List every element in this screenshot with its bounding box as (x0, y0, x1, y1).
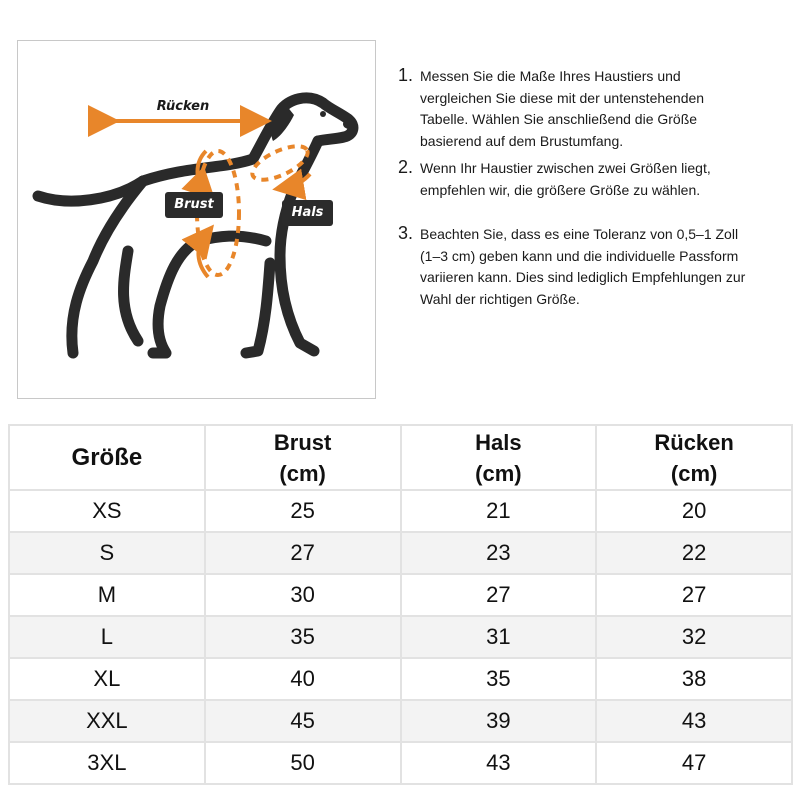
neck-cell: 27 (401, 574, 597, 616)
back-cell: 47 (596, 742, 792, 784)
chest-cell: 50 (205, 742, 401, 784)
chest-cell: 25 (205, 490, 401, 532)
neck-measure-label: Hals (282, 200, 333, 226)
measurement-instructions (398, 64, 753, 310)
chest-measure-label: Brust (165, 192, 223, 218)
step-number: 3. (398, 223, 414, 243)
instruction-step (398, 222, 753, 310)
back-cell: 38 (596, 658, 792, 700)
neck-cell: 21 (401, 490, 597, 532)
header-neck: Hals (cm) (401, 425, 597, 490)
back-cell: 22 (596, 532, 792, 574)
dog-measurement-illustration (17, 40, 376, 399)
size-cell: XXL (9, 700, 205, 742)
table-row (9, 658, 792, 700)
chest-cell: 27 (205, 532, 401, 574)
neck-cell: 35 (401, 658, 597, 700)
table-row (9, 742, 792, 784)
table-row (9, 532, 792, 574)
table-row (9, 574, 792, 616)
chest-cell: 40 (205, 658, 401, 700)
step-number: 1. (398, 65, 414, 85)
table-row (9, 616, 792, 658)
step-text: Wenn Ihr Haustier zwischen zwei Größen liegt, empfehlen wir, die größere Größe zu wählen. (420, 160, 711, 198)
size-cell: XL (9, 658, 205, 700)
back-cell: 43 (596, 700, 792, 742)
header-size: Größe (9, 425, 205, 490)
neck-cell: 23 (401, 532, 597, 574)
chest-cell: 35 (205, 616, 401, 658)
neck-cell: 43 (401, 742, 597, 784)
size-cell: XS (9, 490, 205, 532)
table-row (9, 700, 792, 742)
neck-cell: 39 (401, 700, 597, 742)
chest-cell: 45 (205, 700, 401, 742)
size-cell: 3XL (9, 742, 205, 784)
size-cell: L (9, 616, 205, 658)
header-chest: Brust (cm) (205, 425, 401, 490)
back-cell: 27 (596, 574, 792, 616)
table-row (9, 490, 792, 532)
step-text: Messen Sie die Maße Ihres Haustiers und vergleichen Sie diese mit der untenstehenden Tabelle. Wählen Sie anschließend die Größe basierend auf dem Brustumfang. (420, 68, 705, 149)
size-cell: S (9, 532, 205, 574)
size-chart-table (8, 424, 793, 785)
neck-cell: 31 (401, 616, 597, 658)
instruction-step (398, 64, 753, 152)
table-header-row (9, 425, 792, 490)
back-cell: 32 (596, 616, 792, 658)
back-cell: 20 (596, 490, 792, 532)
back-measure-label: Rücken (156, 99, 210, 114)
chest-cell: 30 (205, 574, 401, 616)
header-back: Rücken (cm) (596, 425, 792, 490)
size-cell: M (9, 574, 205, 616)
instruction-step (398, 156, 753, 201)
step-text: Beachten Sie, dass es eine Toleranz von 0,5–1 Zoll (1–3 cm) geben kann und die individuelle Passform variieren kann. Dies sind lediglich Empfehlungen zur Wahl der richtigen Größe. (420, 226, 746, 307)
step-number: 2. (398, 157, 414, 177)
